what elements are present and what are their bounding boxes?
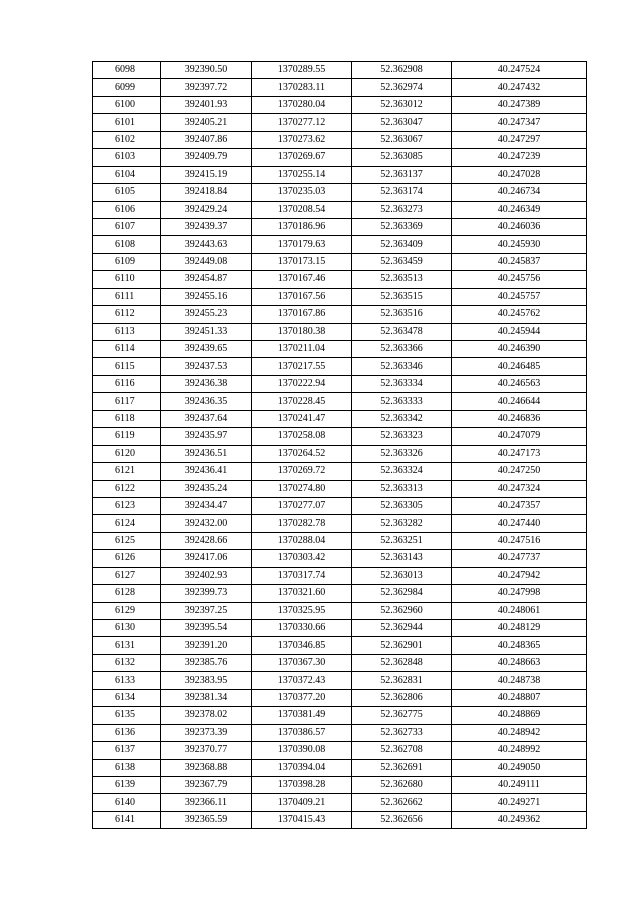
table-row xyxy=(93,358,587,375)
point-number-cell: 6130 xyxy=(93,620,161,637)
x-coordinate-cell: 392381.34 xyxy=(161,689,252,706)
longitude-cell: 40.248365 xyxy=(452,637,587,654)
longitude-cell: 40.247324 xyxy=(452,480,587,497)
table-row xyxy=(93,497,587,514)
table-row xyxy=(93,131,587,148)
point-number-cell: 6119 xyxy=(93,428,161,445)
y-coordinate-cell: 1370282.78 xyxy=(252,515,352,532)
y-coordinate-cell: 1370173.15 xyxy=(252,253,352,270)
latitude-cell: 52.363459 xyxy=(352,253,452,270)
longitude-cell: 40.246036 xyxy=(452,218,587,235)
y-coordinate-cell: 1370264.52 xyxy=(252,445,352,462)
point-number-cell: 6102 xyxy=(93,131,161,148)
y-coordinate-cell: 1370222.94 xyxy=(252,375,352,392)
x-coordinate-cell: 392415.19 xyxy=(161,166,252,183)
y-coordinate-cell: 1370289.55 xyxy=(252,62,352,79)
y-coordinate-cell: 1370372.43 xyxy=(252,672,352,689)
x-coordinate-cell: 392391.20 xyxy=(161,637,252,654)
y-coordinate-cell: 1370258.08 xyxy=(252,428,352,445)
latitude-cell: 52.363273 xyxy=(352,201,452,218)
y-coordinate-cell: 1370274.80 xyxy=(252,480,352,497)
point-number-cell: 6098 xyxy=(93,62,161,79)
longitude-cell: 40.246563 xyxy=(452,375,587,392)
longitude-cell: 40.248869 xyxy=(452,707,587,724)
x-coordinate-cell: 392436.35 xyxy=(161,393,252,410)
x-coordinate-cell: 392402.93 xyxy=(161,567,252,584)
latitude-cell: 52.362960 xyxy=(352,602,452,619)
y-coordinate-cell: 1370367.30 xyxy=(252,654,352,671)
table-row xyxy=(93,602,587,619)
point-number-cell: 6138 xyxy=(93,759,161,776)
longitude-cell: 40.247028 xyxy=(452,166,587,183)
table-row xyxy=(93,689,587,706)
y-coordinate-cell: 1370167.86 xyxy=(252,306,352,323)
point-number-cell: 6125 xyxy=(93,532,161,549)
y-coordinate-cell: 1370346.85 xyxy=(252,637,352,654)
y-coordinate-cell: 1370303.42 xyxy=(252,550,352,567)
y-coordinate-cell: 1370394.04 xyxy=(252,759,352,776)
table-row xyxy=(93,253,587,270)
point-number-cell: 6104 xyxy=(93,166,161,183)
x-coordinate-cell: 392436.41 xyxy=(161,463,252,480)
longitude-cell: 40.246390 xyxy=(452,341,587,358)
x-coordinate-cell: 392428.66 xyxy=(161,532,252,549)
y-coordinate-cell: 1370273.62 xyxy=(252,131,352,148)
x-coordinate-cell: 392366.11 xyxy=(161,794,252,811)
point-number-cell: 6133 xyxy=(93,672,161,689)
x-coordinate-cell: 392437.64 xyxy=(161,410,252,427)
table-row xyxy=(93,62,587,79)
longitude-cell: 40.248807 xyxy=(452,689,587,706)
point-number-cell: 6131 xyxy=(93,637,161,654)
y-coordinate-cell: 1370235.03 xyxy=(252,184,352,201)
point-number-cell: 6114 xyxy=(93,341,161,358)
longitude-cell: 40.247250 xyxy=(452,463,587,480)
x-coordinate-cell: 392397.72 xyxy=(161,79,252,96)
x-coordinate-cell: 392439.37 xyxy=(161,218,252,235)
point-number-cell: 6101 xyxy=(93,114,161,131)
longitude-cell: 40.248129 xyxy=(452,620,587,637)
point-number-cell: 6113 xyxy=(93,323,161,340)
latitude-cell: 52.362984 xyxy=(352,585,452,602)
longitude-cell: 40.247737 xyxy=(452,550,587,567)
x-coordinate-cell: 392378.02 xyxy=(161,707,252,724)
x-coordinate-cell: 392435.97 xyxy=(161,428,252,445)
point-number-cell: 6099 xyxy=(93,79,161,96)
longitude-cell: 40.247524 xyxy=(452,62,587,79)
table-row xyxy=(93,149,587,166)
longitude-cell: 40.247347 xyxy=(452,114,587,131)
x-coordinate-cell: 392443.63 xyxy=(161,236,252,253)
point-number-cell: 6140 xyxy=(93,794,161,811)
point-number-cell: 6106 xyxy=(93,201,161,218)
y-coordinate-cell: 1370398.28 xyxy=(252,776,352,793)
latitude-cell: 52.363409 xyxy=(352,236,452,253)
x-coordinate-cell: 392418.84 xyxy=(161,184,252,201)
y-coordinate-cell: 1370228.45 xyxy=(252,393,352,410)
latitude-cell: 52.363143 xyxy=(352,550,452,567)
x-coordinate-cell: 392368.88 xyxy=(161,759,252,776)
table-row xyxy=(93,794,587,811)
latitude-cell: 52.362775 xyxy=(352,707,452,724)
y-coordinate-cell: 1370208.54 xyxy=(252,201,352,218)
longitude-cell: 40.247998 xyxy=(452,585,587,602)
latitude-cell: 52.362733 xyxy=(352,724,452,741)
table-row xyxy=(93,515,587,532)
table-row xyxy=(93,428,587,445)
y-coordinate-cell: 1370386.57 xyxy=(252,724,352,741)
point-number-cell: 6123 xyxy=(93,497,161,514)
x-coordinate-cell: 392367.79 xyxy=(161,776,252,793)
y-coordinate-cell: 1370415.43 xyxy=(252,811,352,828)
longitude-cell: 40.246349 xyxy=(452,201,587,218)
longitude-cell: 40.245756 xyxy=(452,271,587,288)
longitude-cell: 40.248942 xyxy=(452,724,587,741)
y-coordinate-cell: 1370381.49 xyxy=(252,707,352,724)
latitude-cell: 52.363174 xyxy=(352,184,452,201)
table-row xyxy=(93,550,587,567)
latitude-cell: 52.362708 xyxy=(352,742,452,759)
point-number-cell: 6134 xyxy=(93,689,161,706)
table-row xyxy=(93,654,587,671)
x-coordinate-cell: 392434.47 xyxy=(161,497,252,514)
y-coordinate-cell: 1370321.60 xyxy=(252,585,352,602)
latitude-cell: 52.363305 xyxy=(352,497,452,514)
latitude-cell: 52.362901 xyxy=(352,637,452,654)
latitude-cell: 52.363251 xyxy=(352,532,452,549)
x-coordinate-cell: 392407.86 xyxy=(161,131,252,148)
longitude-cell: 40.247357 xyxy=(452,497,587,514)
x-coordinate-cell: 392409.79 xyxy=(161,149,252,166)
x-coordinate-cell: 392451.33 xyxy=(161,323,252,340)
y-coordinate-cell: 1370409.21 xyxy=(252,794,352,811)
x-coordinate-cell: 392436.38 xyxy=(161,375,252,392)
longitude-cell: 40.246836 xyxy=(452,410,587,427)
point-number-cell: 6107 xyxy=(93,218,161,235)
table-row xyxy=(93,410,587,427)
latitude-cell: 52.363047 xyxy=(352,114,452,131)
table-row xyxy=(93,393,587,410)
table-row xyxy=(93,776,587,793)
point-number-cell: 6105 xyxy=(93,184,161,201)
latitude-cell: 52.363067 xyxy=(352,131,452,148)
point-number-cell: 6124 xyxy=(93,515,161,532)
x-coordinate-cell: 392365.59 xyxy=(161,811,252,828)
latitude-cell: 52.362806 xyxy=(352,689,452,706)
table-row xyxy=(93,445,587,462)
table-row xyxy=(93,288,587,305)
table-row xyxy=(93,96,587,113)
latitude-cell: 52.363282 xyxy=(352,515,452,532)
point-number-cell: 6117 xyxy=(93,393,161,410)
longitude-cell: 40.249050 xyxy=(452,759,587,776)
point-number-cell: 6109 xyxy=(93,253,161,270)
longitude-cell: 40.246644 xyxy=(452,393,587,410)
x-coordinate-cell: 392455.16 xyxy=(161,288,252,305)
latitude-cell: 52.363369 xyxy=(352,218,452,235)
x-coordinate-cell: 392435.24 xyxy=(161,480,252,497)
table-row xyxy=(93,323,587,340)
x-coordinate-cell: 392405.21 xyxy=(161,114,252,131)
longitude-cell: 40.245930 xyxy=(452,236,587,253)
point-number-cell: 6132 xyxy=(93,654,161,671)
y-coordinate-cell: 1370330.66 xyxy=(252,620,352,637)
x-coordinate-cell: 392449.08 xyxy=(161,253,252,270)
longitude-cell: 40.246485 xyxy=(452,358,587,375)
point-number-cell: 6122 xyxy=(93,480,161,497)
latitude-cell: 52.362656 xyxy=(352,811,452,828)
longitude-cell: 40.248738 xyxy=(452,672,587,689)
x-coordinate-cell: 392455.23 xyxy=(161,306,252,323)
table-row xyxy=(93,184,587,201)
latitude-cell: 52.363326 xyxy=(352,445,452,462)
table-row xyxy=(93,742,587,759)
x-coordinate-cell: 392370.77 xyxy=(161,742,252,759)
table-row xyxy=(93,218,587,235)
point-number-cell: 6110 xyxy=(93,271,161,288)
table-row xyxy=(93,166,587,183)
table-row xyxy=(93,306,587,323)
latitude-cell: 52.362944 xyxy=(352,620,452,637)
latitude-cell: 52.363333 xyxy=(352,393,452,410)
longitude-cell: 40.247389 xyxy=(452,96,587,113)
point-number-cell: 6112 xyxy=(93,306,161,323)
table-row xyxy=(93,759,587,776)
longitude-cell: 40.247173 xyxy=(452,445,587,462)
x-coordinate-cell: 392454.87 xyxy=(161,271,252,288)
longitude-cell: 40.249362 xyxy=(452,811,587,828)
point-number-cell: 6136 xyxy=(93,724,161,741)
latitude-cell: 52.363334 xyxy=(352,375,452,392)
y-coordinate-cell: 1370167.46 xyxy=(252,271,352,288)
longitude-cell: 40.247079 xyxy=(452,428,587,445)
latitude-cell: 52.363342 xyxy=(352,410,452,427)
longitude-cell: 40.245837 xyxy=(452,253,587,270)
y-coordinate-cell: 1370167.56 xyxy=(252,288,352,305)
x-coordinate-cell: 392429.24 xyxy=(161,201,252,218)
longitude-cell: 40.247942 xyxy=(452,567,587,584)
latitude-cell: 52.363013 xyxy=(352,567,452,584)
latitude-cell: 52.363137 xyxy=(352,166,452,183)
longitude-cell: 40.248663 xyxy=(452,654,587,671)
longitude-cell: 40.249111 xyxy=(452,776,587,793)
x-coordinate-cell: 392395.54 xyxy=(161,620,252,637)
y-coordinate-cell: 1370186.96 xyxy=(252,218,352,235)
coordinates-table xyxy=(92,61,587,829)
y-coordinate-cell: 1370269.67 xyxy=(252,149,352,166)
latitude-cell: 52.362974 xyxy=(352,79,452,96)
point-number-cell: 6137 xyxy=(93,742,161,759)
table-row xyxy=(93,271,587,288)
y-coordinate-cell: 1370269.72 xyxy=(252,463,352,480)
point-number-cell: 6111 xyxy=(93,288,161,305)
table-row xyxy=(93,585,587,602)
longitude-cell: 40.247239 xyxy=(452,149,587,166)
table-row xyxy=(93,811,587,828)
table-row xyxy=(93,375,587,392)
table-row xyxy=(93,620,587,637)
table-row xyxy=(93,672,587,689)
point-number-cell: 6127 xyxy=(93,567,161,584)
table-row xyxy=(93,463,587,480)
y-coordinate-cell: 1370390.08 xyxy=(252,742,352,759)
x-coordinate-cell: 392417.06 xyxy=(161,550,252,567)
longitude-cell: 40.245762 xyxy=(452,306,587,323)
y-coordinate-cell: 1370377.20 xyxy=(252,689,352,706)
y-coordinate-cell: 1370217.55 xyxy=(252,358,352,375)
longitude-cell: 40.248992 xyxy=(452,742,587,759)
latitude-cell: 52.363313 xyxy=(352,480,452,497)
point-number-cell: 6128 xyxy=(93,585,161,602)
point-number-cell: 6116 xyxy=(93,375,161,392)
longitude-cell: 40.249271 xyxy=(452,794,587,811)
point-number-cell: 6139 xyxy=(93,776,161,793)
point-number-cell: 6103 xyxy=(93,149,161,166)
longitude-cell: 40.247297 xyxy=(452,131,587,148)
x-coordinate-cell: 392399.73 xyxy=(161,585,252,602)
table-row xyxy=(93,532,587,549)
table-row xyxy=(93,236,587,253)
latitude-cell: 52.363478 xyxy=(352,323,452,340)
y-coordinate-cell: 1370317.74 xyxy=(252,567,352,584)
longitude-cell: 40.247432 xyxy=(452,79,587,96)
latitude-cell: 52.363515 xyxy=(352,288,452,305)
latitude-cell: 52.362662 xyxy=(352,794,452,811)
y-coordinate-cell: 1370288.04 xyxy=(252,532,352,549)
table-row xyxy=(93,201,587,218)
longitude-cell: 40.245944 xyxy=(452,323,587,340)
x-coordinate-cell: 392385.76 xyxy=(161,654,252,671)
table-row xyxy=(93,341,587,358)
latitude-cell: 52.363012 xyxy=(352,96,452,113)
latitude-cell: 52.362691 xyxy=(352,759,452,776)
point-number-cell: 6135 xyxy=(93,707,161,724)
longitude-cell: 40.247516 xyxy=(452,532,587,549)
y-coordinate-cell: 1370211.04 xyxy=(252,341,352,358)
table-row xyxy=(93,707,587,724)
point-number-cell: 6118 xyxy=(93,410,161,427)
coordinates-table-body xyxy=(93,62,587,829)
y-coordinate-cell: 1370283.11 xyxy=(252,79,352,96)
latitude-cell: 52.362908 xyxy=(352,62,452,79)
latitude-cell: 52.362831 xyxy=(352,672,452,689)
x-coordinate-cell: 392397.25 xyxy=(161,602,252,619)
latitude-cell: 52.363346 xyxy=(352,358,452,375)
latitude-cell: 52.362680 xyxy=(352,776,452,793)
latitude-cell: 52.363324 xyxy=(352,463,452,480)
x-coordinate-cell: 392383.95 xyxy=(161,672,252,689)
y-coordinate-cell: 1370241.47 xyxy=(252,410,352,427)
latitude-cell: 52.363366 xyxy=(352,341,452,358)
y-coordinate-cell: 1370255.14 xyxy=(252,166,352,183)
table-row xyxy=(93,480,587,497)
x-coordinate-cell: 392437.53 xyxy=(161,358,252,375)
y-coordinate-cell: 1370179.63 xyxy=(252,236,352,253)
latitude-cell: 52.363323 xyxy=(352,428,452,445)
y-coordinate-cell: 1370180.38 xyxy=(252,323,352,340)
x-coordinate-cell: 392401.93 xyxy=(161,96,252,113)
latitude-cell: 52.362848 xyxy=(352,654,452,671)
y-coordinate-cell: 1370277.12 xyxy=(252,114,352,131)
longitude-cell: 40.245757 xyxy=(452,288,587,305)
longitude-cell: 40.247440 xyxy=(452,515,587,532)
point-number-cell: 6126 xyxy=(93,550,161,567)
point-number-cell: 6121 xyxy=(93,463,161,480)
table-row xyxy=(93,79,587,96)
point-number-cell: 6120 xyxy=(93,445,161,462)
point-number-cell: 6129 xyxy=(93,602,161,619)
latitude-cell: 52.363513 xyxy=(352,271,452,288)
y-coordinate-cell: 1370277.07 xyxy=(252,497,352,514)
table-row xyxy=(93,114,587,131)
x-coordinate-cell: 392373.39 xyxy=(161,724,252,741)
x-coordinate-cell: 392439.65 xyxy=(161,341,252,358)
x-coordinate-cell: 392390.50 xyxy=(161,62,252,79)
latitude-cell: 52.363516 xyxy=(352,306,452,323)
table-row xyxy=(93,637,587,654)
table-row xyxy=(93,567,587,584)
x-coordinate-cell: 392432.00 xyxy=(161,515,252,532)
point-number-cell: 6108 xyxy=(93,236,161,253)
table-row xyxy=(93,724,587,741)
x-coordinate-cell: 392436.51 xyxy=(161,445,252,462)
latitude-cell: 52.363085 xyxy=(352,149,452,166)
longitude-cell: 40.246734 xyxy=(452,184,587,201)
longitude-cell: 40.248061 xyxy=(452,602,587,619)
y-coordinate-cell: 1370325.95 xyxy=(252,602,352,619)
y-coordinate-cell: 1370280.04 xyxy=(252,96,352,113)
point-number-cell: 6115 xyxy=(93,358,161,375)
point-number-cell: 6141 xyxy=(93,811,161,828)
point-number-cell: 6100 xyxy=(93,96,161,113)
